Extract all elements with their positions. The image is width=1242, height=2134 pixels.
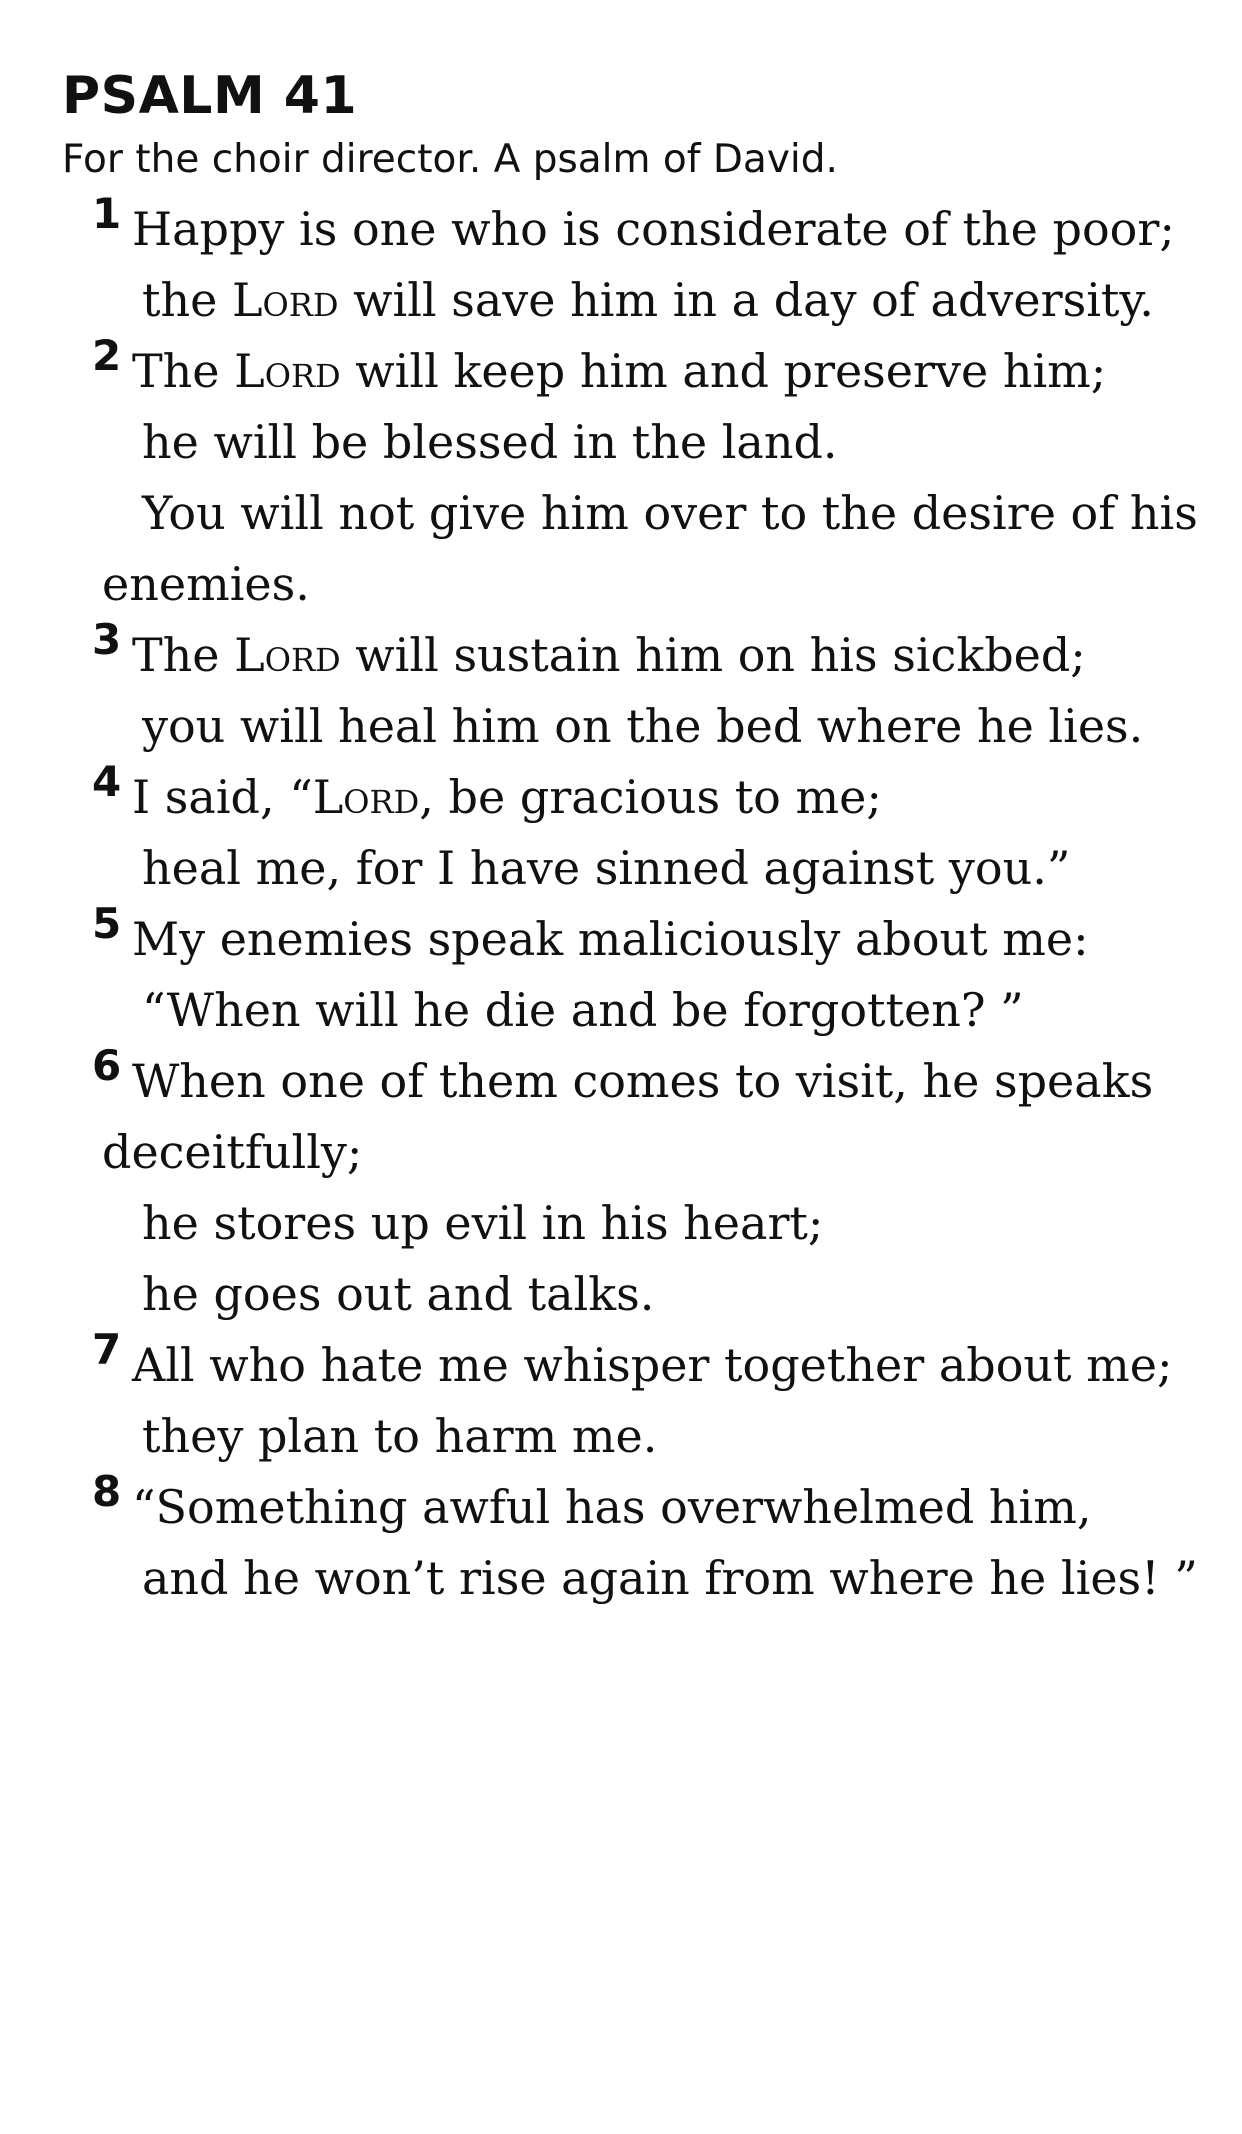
verse-4 bbox=[62, 757, 1212, 904]
verse-text: he will be blessed in the land. bbox=[142, 415, 838, 469]
verse-number: 8 bbox=[92, 1467, 122, 1516]
verse-line bbox=[102, 336, 1212, 407]
verse-text: they plan to harm me. bbox=[142, 1409, 658, 1463]
verse-number: 5 bbox=[92, 899, 122, 948]
verse-line bbox=[102, 691, 1212, 762]
verse-7 bbox=[62, 1325, 1212, 1472]
verse-line bbox=[102, 478, 1212, 620]
verse-text: “Something awful has overwhelmed him, bbox=[132, 1480, 1092, 1534]
verse-line bbox=[102, 1543, 1212, 1614]
verse-text: will save him in a day of adversity. bbox=[338, 273, 1154, 327]
verse-line bbox=[102, 1259, 1212, 1330]
verse-text: will keep him and preserve him; bbox=[340, 344, 1107, 398]
divine-name: Lord bbox=[231, 273, 339, 327]
verse-number: 7 bbox=[92, 1325, 122, 1374]
verse-text: The bbox=[132, 628, 235, 682]
verse-text: All who hate me whisper together about me; bbox=[132, 1338, 1173, 1392]
verse-number: 6 bbox=[92, 1041, 122, 1090]
verse-text: you will heal him on the bed where he lies. bbox=[142, 699, 1144, 753]
verse-line bbox=[102, 1472, 1212, 1543]
verse-3 bbox=[62, 615, 1212, 762]
verse-line bbox=[102, 904, 1212, 975]
document-page bbox=[62, 60, 1212, 1614]
verse-number: 3 bbox=[92, 615, 122, 664]
divine-name: Lord bbox=[312, 770, 420, 824]
verse-number: 4 bbox=[92, 757, 122, 806]
verse-text: and he won’t rise again from where he lies! ” bbox=[142, 1551, 1198, 1605]
verse-text: The bbox=[132, 344, 235, 398]
verse-number: 1 bbox=[92, 189, 122, 238]
verse-text: he goes out and talks. bbox=[142, 1267, 655, 1321]
verse-1 bbox=[62, 189, 1212, 336]
verse-text: My enemies speak maliciously about me: bbox=[132, 912, 1089, 966]
verse-line bbox=[102, 1046, 1212, 1188]
divine-name: Lord bbox=[234, 628, 341, 682]
verse-text: he stores up evil in his heart; bbox=[142, 1196, 824, 1250]
verse-line bbox=[102, 265, 1212, 336]
verse-text: , be gracious to me; bbox=[419, 770, 882, 824]
verse-line bbox=[102, 975, 1212, 1046]
verse-5 bbox=[62, 899, 1212, 1046]
verse-line bbox=[102, 1401, 1212, 1472]
verse-6 bbox=[62, 1041, 1212, 1330]
verse-text: When one of them comes to visit, he speaks deceitfully; bbox=[102, 1054, 1154, 1179]
verse-2 bbox=[62, 331, 1212, 620]
verse-list bbox=[62, 189, 1212, 1614]
verse-line bbox=[102, 1188, 1212, 1259]
verse-text: I said, “ bbox=[132, 770, 313, 824]
verse-text: heal me, for I have sinned against you.” bbox=[142, 841, 1071, 895]
verse-line bbox=[102, 833, 1212, 904]
divine-name: Lord bbox=[234, 344, 341, 398]
verse-number: 2 bbox=[92, 331, 122, 380]
verse-line bbox=[102, 762, 1212, 833]
psalm-superscription: For the choir director. A psalm of David. bbox=[62, 137, 838, 182]
verse-line bbox=[102, 620, 1212, 691]
verse-text: Happy is one who is considerate of the poor; bbox=[132, 202, 1175, 256]
psalm-title: PSALM 41 bbox=[62, 66, 358, 126]
verse-line bbox=[102, 1330, 1212, 1401]
verse-line bbox=[102, 194, 1212, 265]
verse-text: the bbox=[142, 273, 232, 327]
verse-text: “When will he die and be forgotten? ” bbox=[142, 983, 1024, 1037]
verse-8 bbox=[62, 1467, 1212, 1614]
verse-line bbox=[102, 407, 1212, 478]
verse-text: will sustain him on his sickbed; bbox=[340, 628, 1086, 682]
verse-text: You will not give him over to the desire of his enemies. bbox=[102, 486, 1198, 611]
